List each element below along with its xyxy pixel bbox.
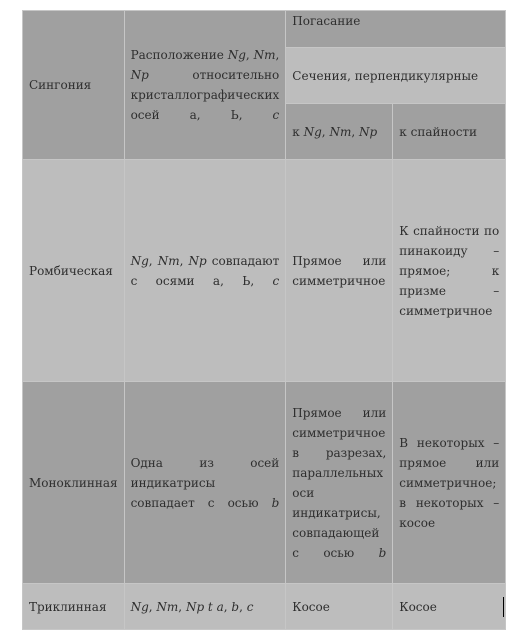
row-orientation: Ng, Nm, Np совпадают с осями а, Ь, с (124, 160, 286, 382)
row-extinction-cleavage: В некоторых –прямое или симметричное; в некоторых – косое (393, 382, 506, 584)
row-extinction-axes: Косое (286, 584, 393, 630)
syngony-extinction-table (22, 10, 506, 630)
row-syngony: Триклинная (23, 584, 125, 630)
header-syngony: Сингония (23, 11, 125, 160)
table-row (23, 584, 506, 630)
row-orientation: Ng, Nm, Np t a, b, c (124, 584, 286, 630)
row-extinction-cleavage: К спайности по пинакоиду – прямое; к призме –симметричное (393, 160, 506, 382)
header-to-axes: к Ng, Nm, Np (286, 104, 393, 160)
row-syngony: Ромбическая (23, 160, 125, 382)
text-cursor (503, 597, 504, 617)
row-orientation: Одна из осей индикатрисы совпадает с осью b (124, 382, 286, 584)
row-extinction-cleavage: Косое (393, 584, 506, 630)
table-row (23, 382, 506, 584)
header-to-cleavage: к спайности (393, 104, 506, 160)
row-syngony: Моноклинная (23, 382, 125, 584)
header-extinction: Погасание (286, 11, 506, 48)
header-orientation: Расположение Ng, Nm, Np относительно кристаллографических осей а, Ь, с (124, 11, 286, 160)
row-extinction-axes: Прямое или симметричное в разрезах, параллельных оси индикатрисы, совпадающей с осью b (286, 382, 393, 584)
header-sections: Сечения, перпендикулярные (286, 48, 506, 104)
row-extinction-axes: Прямое или симметричное (286, 160, 393, 382)
table-row (23, 160, 506, 382)
